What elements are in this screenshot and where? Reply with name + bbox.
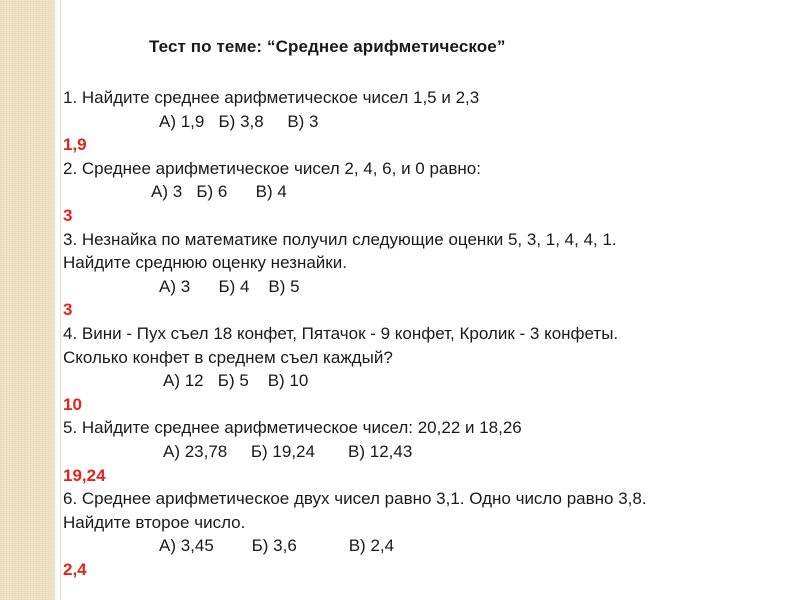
question-text: 4. Вини - Пух съел 18 конфет, Пятачок - 9 конфет, Кролик - 3 конфеты. [63,323,619,343]
correct-answer: 3 [63,205,73,225]
decorative-left-strip [0,0,55,600]
correct-answer: 19,24 [63,465,106,485]
correct-answer: 1,9 [63,135,87,155]
question-6 [63,487,793,581]
question-text: 1. Найдите среднее арифметическое чисел 1,5 и 2,3 [63,88,480,107]
page-title: Тест по теме: “Среднее арифметическое” [149,37,506,56]
question-text: Найдите второе число. [63,512,246,532]
answer-options: А) 23,78 Б) 19,24 В) 12,43 [163,441,413,461]
question-text: 6. Среднее арифметическое двух чисел равно 3,1. Одно число равно 3,8. [63,489,647,509]
answer-options: А) 12 Б) 5 В) 10 [163,371,309,391]
correct-answer: 2,4 [63,559,87,579]
correct-answer: 3 [63,300,73,320]
question-text: 3. Незнайка по математике получил следующие оценки 5, 3, 1, 4, 4, 1. [63,229,617,249]
question-text: 5. Найдите среднее арифметическое чисел: 20,22 и 18,26 [63,418,522,438]
strip-gap [55,0,63,600]
question-1 [63,86,793,157]
correct-answer: 10 [63,394,82,414]
question-5 [63,416,793,487]
answer-options: А) 3,45 Б) 3,6 В) 2,4 [159,536,395,556]
question-3 [63,228,793,322]
answer-options: А) 3 Б) 6 В) 4 [151,182,287,202]
question-list [63,86,793,581]
answer-options: А) 1,9 Б) 3,8 В) 3 [159,111,319,131]
question-text: Найдите среднюю оценку незнайки. [63,253,347,273]
strip-divider [60,0,61,600]
question-4 [63,322,793,416]
question-text: 2. Среднее арифметическое чисел 2, 4, 6, и 0 равно: [63,158,481,178]
question-2 [63,157,793,228]
answer-options: А) 3 Б) 4 В) 5 [159,276,300,296]
question-text: Сколько конфет в среднем съел каждый? [63,347,393,367]
